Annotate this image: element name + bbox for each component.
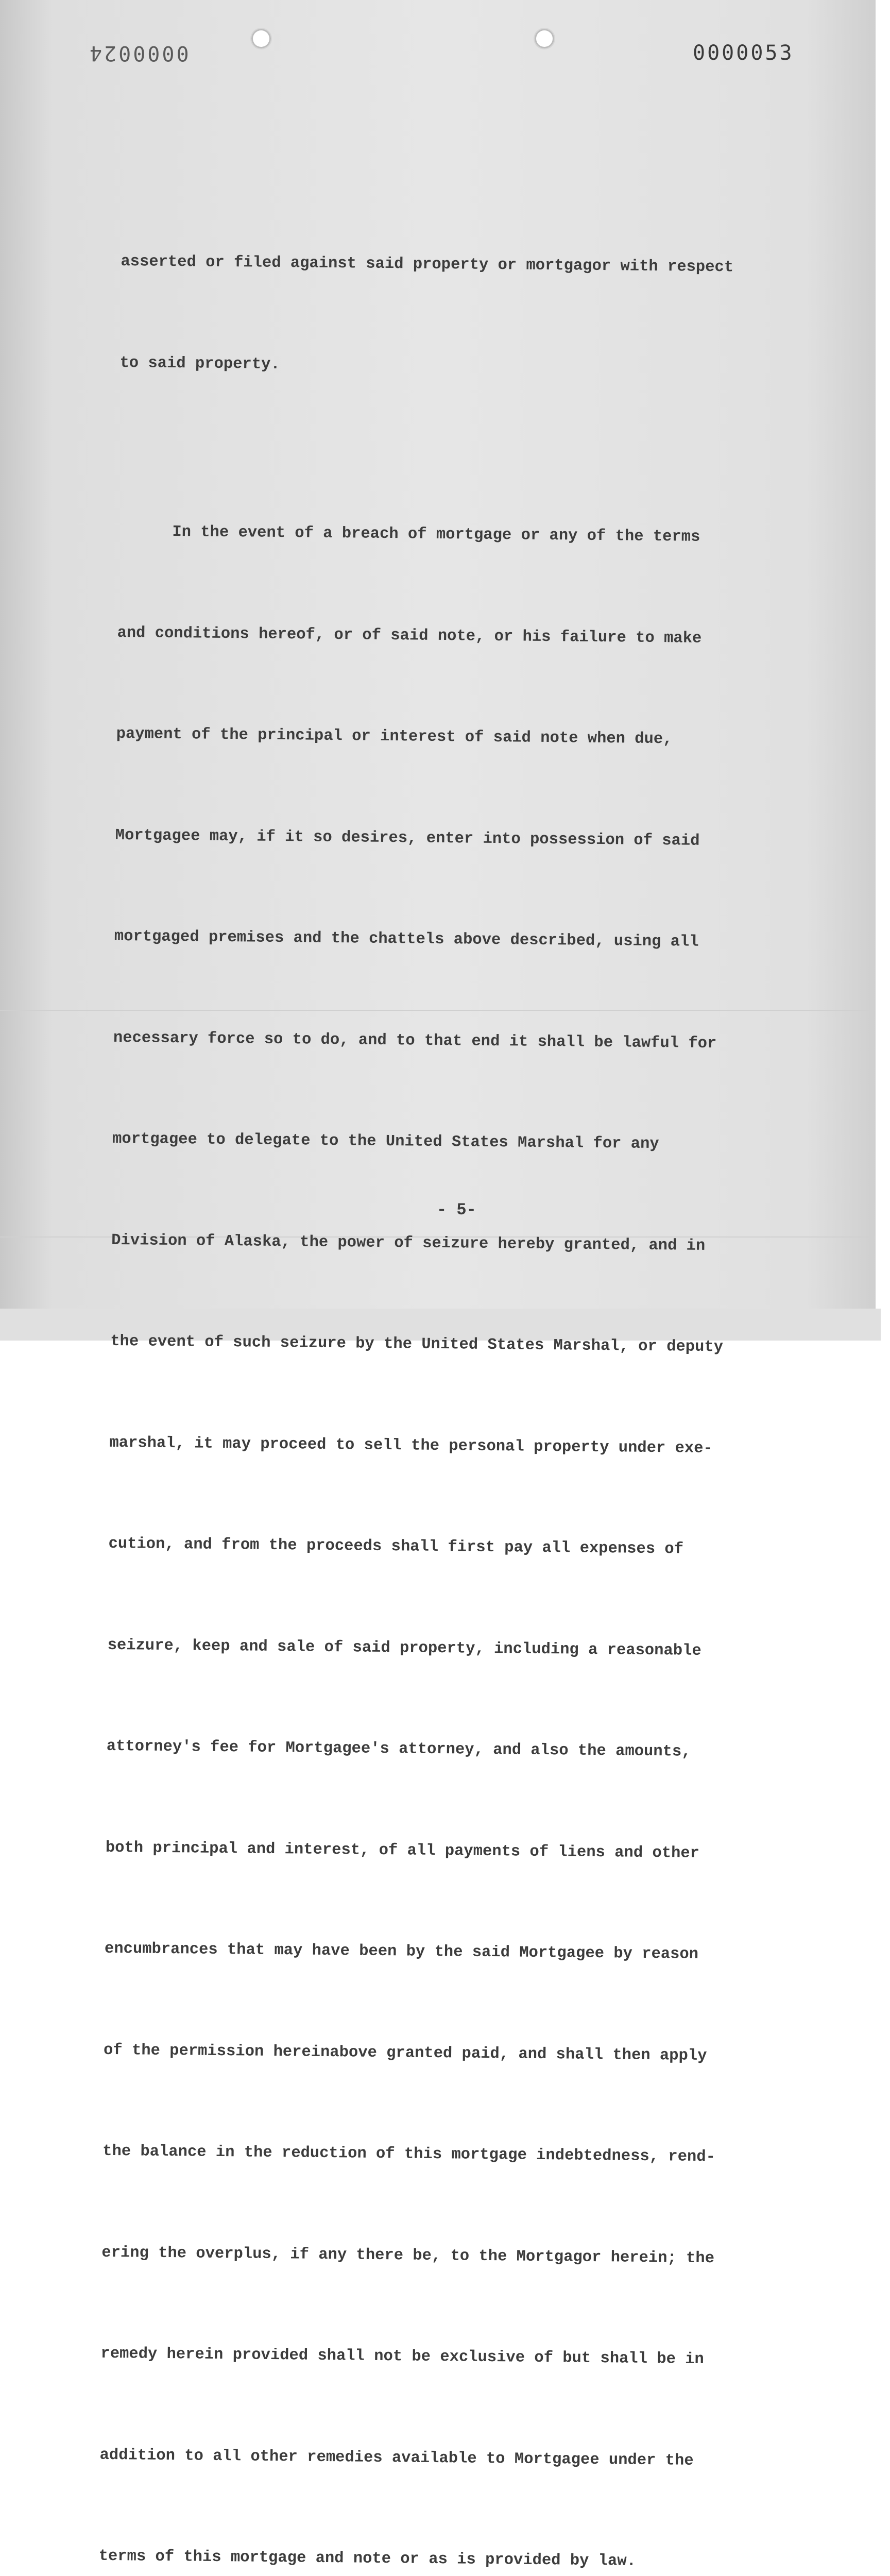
text-line: to said property. — [119, 354, 280, 374]
text-line: encumbrances that may have been by the said Mortgagee by reason — [104, 1940, 699, 1963]
text-line: mortgaged premises and the chattels above described, using all — [114, 927, 699, 951]
page-number: - 5- — [437, 1200, 476, 1219]
text-line: of the permission hereinabove granted paid, and shall then apply — [103, 2041, 707, 2065]
paragraph-2 — [98, 448, 814, 2576]
punch-hole-right — [535, 29, 554, 48]
bates-stamp-left: 0000024 — [88, 41, 189, 65]
text-line: asserted or filed against said property or mortgagor with respect — [121, 252, 734, 277]
text-line: mortgagee to delegate to the United States Marshal for any — [112, 1130, 659, 1154]
paragraph-1 — [119, 178, 817, 454]
text-line: the event of such seizure by the United States Marshal, or deputy — [110, 1332, 724, 1357]
text-line: addition to all other remedies available to Mortgagee under the — [99, 2446, 694, 2470]
text-line: payment of the principal or interest of said note when due, — [116, 725, 673, 749]
text-line: necessary force so to do, and to that end it shall be lawful for — [113, 1029, 717, 1053]
text-line: the balance in the reduction of this mortgage indebtedness, rend- — [102, 2142, 716, 2166]
text-line: both principal and interest, of all payments of liens and other — [105, 1839, 700, 1862]
text-line: remedy herein provided shall not be exclusive of but shall be in — [100, 2345, 704, 2369]
text-line: attorney's fee for Mortgagee's attorney, and also the amounts, — [106, 1737, 691, 1761]
text-line: ering the overplus, if any there be, to the Mortgagor herein; the — [101, 2244, 715, 2267]
bates-stamp-right: 0000053 — [693, 41, 794, 65]
text-line: cution, and from the proceeds shall first pay all expenses of — [108, 1535, 684, 1558]
punch-hole-left — [251, 29, 271, 48]
text-line: and conditions hereof, or of said note, or his failure to make — [117, 624, 702, 648]
text-line: marshal, it may proceed to sell the personal property under exe- — [109, 1434, 713, 1458]
text-line: Mortgagee may, if it so desires, enter into possession of said — [115, 826, 700, 850]
text-line: seizure, keep and sale of said property, including a reasonable — [107, 1636, 701, 1660]
text-line: Division of Alaska, the power of seizure hereby granted, and in — [111, 1231, 706, 1255]
text-line: terms of this mortgage and note or as is provided by law. — [98, 2547, 637, 2570]
text-line: In the event of a breach of mortgage or any of the terms — [172, 523, 700, 546]
document-body — [92, 178, 817, 2576]
